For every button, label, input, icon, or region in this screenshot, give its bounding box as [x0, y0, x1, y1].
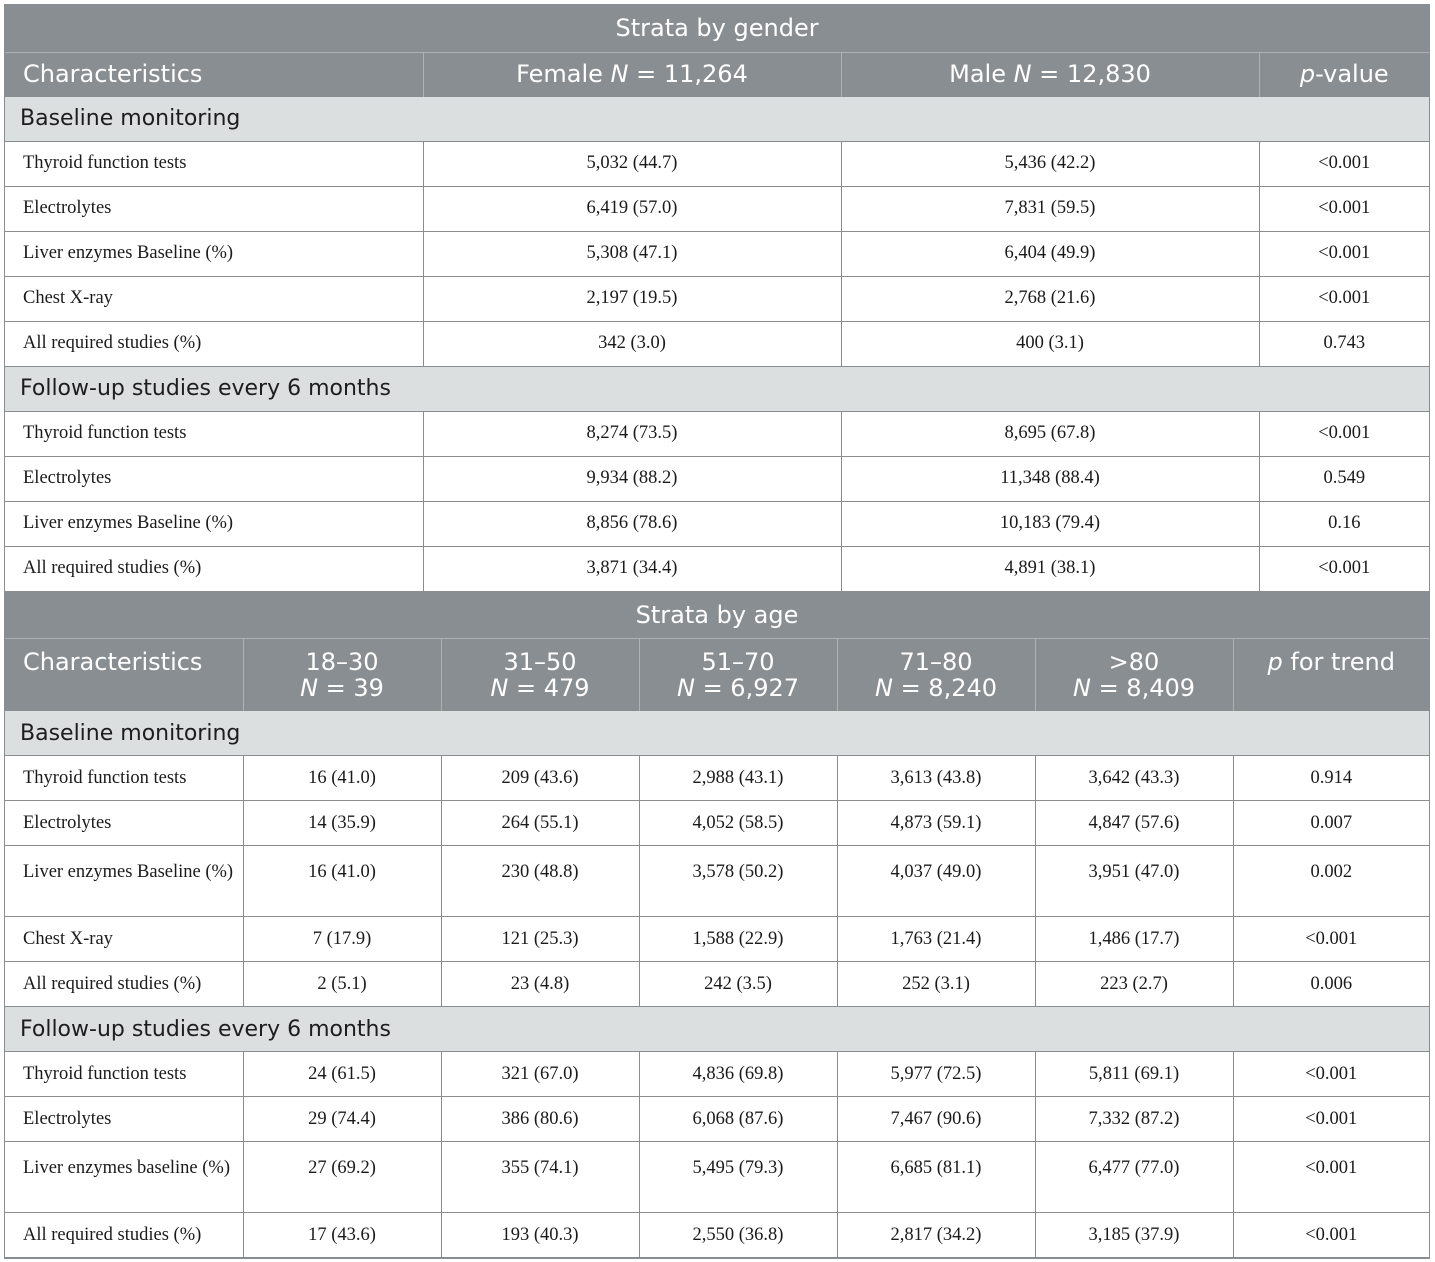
table-row [5, 801, 1429, 846]
table-row [5, 1213, 1429, 1258]
table-row [5, 411, 1429, 456]
value-cell: 6,685 (81.1) [837, 1142, 1035, 1213]
col-characteristics: Characteristics [5, 639, 243, 711]
gender-strata-table [5, 5, 1429, 592]
row-label: Liver enzymes Baseline (%) [5, 501, 423, 546]
value-cell: 1,486 (17.7) [1035, 917, 1233, 962]
value-cell: 386 (80.6) [441, 1097, 639, 1142]
value-cell: 8,856 (78.6) [423, 501, 841, 546]
col-age-71-80: 71–80 N = 8,240 [837, 639, 1035, 711]
value-cell: 355 (74.1) [441, 1142, 639, 1213]
p-value-cell: 0.914 [1233, 756, 1429, 801]
value-cell: 3,951 (47.0) [1035, 846, 1233, 917]
table-row [5, 501, 1429, 546]
value-cell: 321 (67.0) [441, 1052, 639, 1097]
table-row [5, 141, 1429, 186]
value-cell: 5,032 (44.7) [423, 141, 841, 186]
value-cell: 3,185 (37.9) [1035, 1213, 1233, 1258]
col-age-31-50: 31–50 N = 479 [441, 639, 639, 711]
value-cell: 4,847 (57.6) [1035, 801, 1233, 846]
p-value-cell: <0.001 [1259, 546, 1429, 591]
value-cell: 6,477 (77.0) [1035, 1142, 1233, 1213]
table-row [5, 321, 1429, 366]
value-cell: 4,873 (59.1) [837, 801, 1035, 846]
row-label: Thyroid function tests [5, 756, 243, 801]
value-cell: 7,467 (90.6) [837, 1097, 1035, 1142]
value-cell: 7,831 (59.5) [841, 186, 1259, 231]
gender-table-title: Strata by gender [5, 5, 1429, 52]
p-value-cell: <0.001 [1233, 1213, 1429, 1258]
value-cell: 27 (69.2) [243, 1142, 441, 1213]
value-cell: 209 (43.6) [441, 756, 639, 801]
value-cell: 8,695 (67.8) [841, 411, 1259, 456]
p-value-cell: <0.001 [1259, 186, 1429, 231]
table-row [5, 1142, 1429, 1213]
p-value-cell: 0.549 [1259, 456, 1429, 501]
value-cell: 2 (5.1) [243, 962, 441, 1007]
value-cell: 5,436 (42.2) [841, 141, 1259, 186]
value-cell: 1,588 (22.9) [639, 917, 837, 962]
p-value-cell: 0.002 [1233, 846, 1429, 917]
section-title: Follow-up studies every 6 months [5, 366, 1429, 411]
row-label: Thyroid function tests [5, 411, 423, 456]
age-table-body [5, 711, 1429, 1258]
value-cell: 3,613 (43.8) [837, 756, 1035, 801]
section-row [5, 96, 1429, 141]
row-label: Thyroid function tests [5, 141, 423, 186]
value-cell: 6,404 (49.9) [841, 231, 1259, 276]
value-cell: 230 (48.8) [441, 846, 639, 917]
value-cell: 264 (55.1) [441, 801, 639, 846]
p-value-cell: 0.006 [1233, 962, 1429, 1007]
value-cell: 400 (3.1) [841, 321, 1259, 366]
value-cell: 7,332 (87.2) [1035, 1097, 1233, 1142]
row-label: All required studies (%) [5, 962, 243, 1007]
value-cell: 14 (35.9) [243, 801, 441, 846]
p-value-cell: 0.16 [1259, 501, 1429, 546]
section-title: Baseline monitoring [5, 711, 1429, 756]
p-value-cell: <0.001 [1233, 917, 1429, 962]
value-cell: 2,988 (43.1) [639, 756, 837, 801]
value-cell: 2,550 (36.8) [639, 1213, 837, 1258]
value-cell: 242 (3.5) [639, 962, 837, 1007]
col-p-value: p-value [1299, 60, 1389, 88]
section-title: Follow-up studies every 6 months [5, 1007, 1429, 1052]
value-cell: 3,642 (43.3) [1035, 756, 1233, 801]
table-row [5, 962, 1429, 1007]
col-p-for-trend: p for trend [1267, 648, 1395, 676]
value-cell: 9,934 (88.2) [423, 456, 841, 501]
p-value-cell: 0.743 [1259, 321, 1429, 366]
col-female: Female N = 11,264 [423, 52, 841, 96]
value-cell: 4,836 (69.8) [639, 1052, 837, 1097]
p-value-cell: <0.001 [1259, 141, 1429, 186]
p-value-cell: 0.007 [1233, 801, 1429, 846]
value-cell: 5,308 (47.1) [423, 231, 841, 276]
value-cell: 5,811 (69.1) [1035, 1052, 1233, 1097]
value-cell: 6,068 (87.6) [639, 1097, 837, 1142]
table-row [5, 231, 1429, 276]
value-cell: 4,052 (58.5) [639, 801, 837, 846]
section-title: Baseline monitoring [5, 96, 1429, 141]
value-cell: 24 (61.5) [243, 1052, 441, 1097]
p-value-cell: <0.001 [1233, 1052, 1429, 1097]
table-row [5, 1097, 1429, 1142]
value-cell: 342 (3.0) [423, 321, 841, 366]
row-label: Electrolytes [5, 1097, 243, 1142]
value-cell: 7 (17.9) [243, 917, 441, 962]
row-label: Chest X-ray [5, 276, 423, 321]
col-age-18-30: 18–30 N = 39 [243, 639, 441, 711]
value-cell: 16 (41.0) [243, 756, 441, 801]
gender-column-header-row [5, 52, 1429, 96]
p-value-cell: <0.001 [1259, 231, 1429, 276]
table-row [5, 276, 1429, 321]
value-cell: 252 (3.1) [837, 962, 1035, 1007]
value-cell: 6,419 (57.0) [423, 186, 841, 231]
table-row [5, 546, 1429, 591]
value-cell: 2,768 (21.6) [841, 276, 1259, 321]
section-row [5, 366, 1429, 411]
row-label: Electrolytes [5, 186, 423, 231]
age-title-row [5, 592, 1429, 639]
value-cell: 29 (74.4) [243, 1097, 441, 1142]
age-table-title: Strata by age [5, 592, 1429, 639]
value-cell: 2,817 (34.2) [837, 1213, 1035, 1258]
value-cell: 5,495 (79.3) [639, 1142, 837, 1213]
gender-table-body [5, 96, 1429, 591]
value-cell: 223 (2.7) [1035, 962, 1233, 1007]
table-row [5, 456, 1429, 501]
section-row [5, 1007, 1429, 1052]
value-cell: 23 (4.8) [441, 962, 639, 1007]
table-row [5, 1052, 1429, 1097]
row-label: Electrolytes [5, 456, 423, 501]
row-label: All required studies (%) [5, 546, 423, 591]
section-row [5, 711, 1429, 756]
col-characteristics: Characteristics [5, 52, 423, 96]
row-label: Electrolytes [5, 801, 243, 846]
row-label: All required studies (%) [5, 321, 423, 366]
row-label: Chest X-ray [5, 917, 243, 962]
col-age-over-80: >80 N = 8,409 [1035, 639, 1233, 711]
col-male: Male N = 12,830 [841, 52, 1259, 96]
row-label: All required studies (%) [5, 1213, 243, 1258]
col-age-51-70: 51–70 N = 6,927 [639, 639, 837, 711]
value-cell: 17 (43.6) [243, 1213, 441, 1258]
value-cell: 2,197 (19.5) [423, 276, 841, 321]
p-value-cell: <0.001 [1259, 411, 1429, 456]
value-cell: 3,871 (34.4) [423, 546, 841, 591]
value-cell: 10,183 (79.4) [841, 501, 1259, 546]
value-cell: 1,763 (21.4) [837, 917, 1035, 962]
row-label: Liver enzymes Baseline (%) [5, 231, 423, 276]
table-row [5, 756, 1429, 801]
p-value-cell: <0.001 [1233, 1097, 1429, 1142]
value-cell: 4,037 (49.0) [837, 846, 1035, 917]
row-label: Liver enzymes Baseline (%) [5, 846, 243, 917]
value-cell: 11,348 (88.4) [841, 456, 1259, 501]
row-label: Liver enzymes baseline (%) [5, 1142, 243, 1213]
p-value-cell: <0.001 [1259, 276, 1429, 321]
table-row [5, 917, 1429, 962]
value-cell: 8,274 (73.5) [423, 411, 841, 456]
row-label: Thyroid function tests [5, 1052, 243, 1097]
table-row [5, 186, 1429, 231]
value-cell: 121 (25.3) [441, 917, 639, 962]
value-cell: 16 (41.0) [243, 846, 441, 917]
age-column-header-row [5, 639, 1429, 711]
value-cell: 4,891 (38.1) [841, 546, 1259, 591]
results-table [4, 4, 1430, 1259]
table-row [5, 846, 1429, 917]
value-cell: 3,578 (50.2) [639, 846, 837, 917]
gender-title-row [5, 5, 1429, 52]
p-value-cell: <0.001 [1233, 1142, 1429, 1213]
value-cell: 193 (40.3) [441, 1213, 639, 1258]
value-cell: 5,977 (72.5) [837, 1052, 1035, 1097]
age-strata-table [5, 592, 1429, 1259]
